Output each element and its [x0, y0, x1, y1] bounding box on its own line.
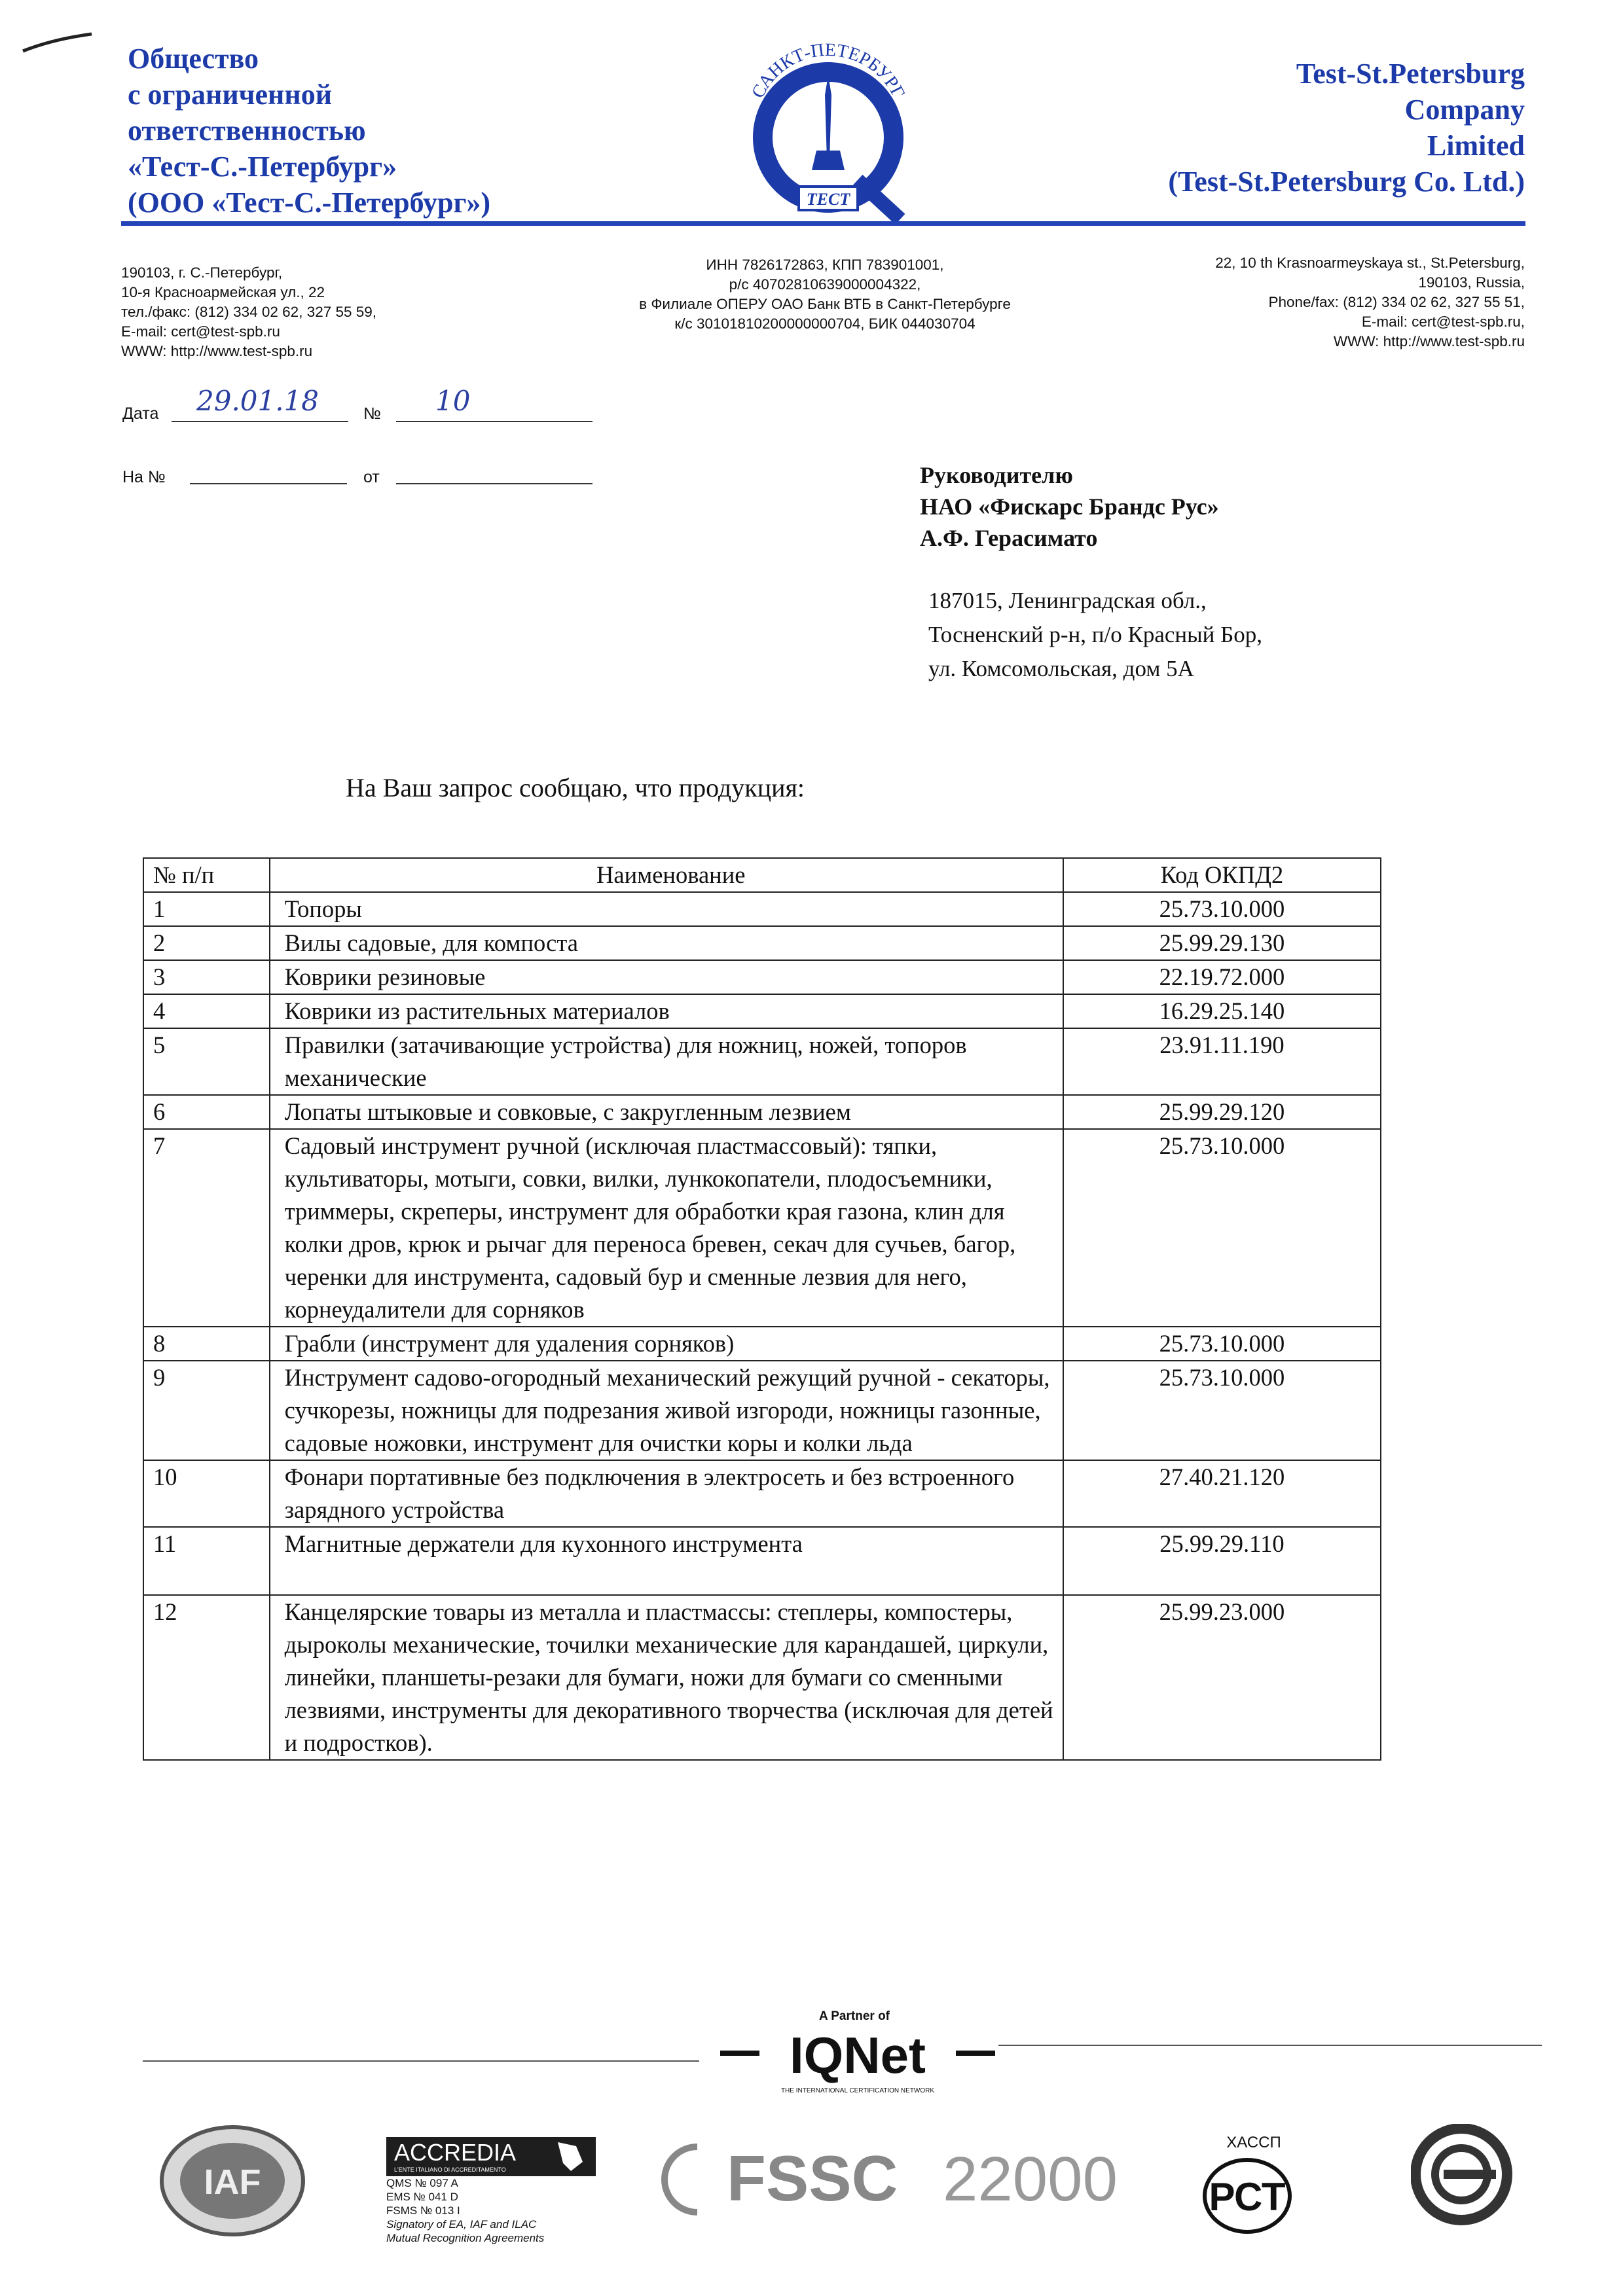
date-label: Дата [122, 404, 159, 423]
org-name-en [1132, 56, 1525, 200]
table-row [143, 926, 1381, 960]
org-ru-line: (ООО «Тест-С.-Петербург») [128, 187, 491, 219]
address-ru [121, 263, 514, 361]
table-row [143, 1327, 1381, 1361]
emblem-top-text: САНКТ-ПЕТЕРБУРГ [748, 39, 909, 102]
haccp-logo [1195, 2130, 1313, 2238]
row-code: 25.73.10.000 [1063, 1361, 1381, 1460]
address-line: E-mail: cert@test-spb.ru, [1361, 314, 1525, 330]
bank-line: р/с 40702810639000004322, [729, 276, 921, 293]
row-name: Инструмент садово-огородный механический режущий ручной - секаторы, сучкорезы, ножницы для подрезания живой изгороди, ножницы газонные, садовые ножовки, инструмент для очистки коры и колки льда [270, 1361, 1063, 1460]
bank-line: ИНН 7826172863, КПП 783901001, [706, 257, 944, 273]
iqnet-text: IQNet [789, 2026, 926, 2084]
row-code: 25.73.10.000 [1063, 1129, 1381, 1327]
header-rule [121, 221, 1525, 226]
iqnet-subtext: THE INTERNATIONAL CERTIFICATION NETWORK [780, 2087, 935, 2094]
org-en-line: Test-St.Petersburg [1296, 58, 1525, 90]
row-code: 25.99.29.110 [1063, 1527, 1381, 1595]
address-line: тел./факс: (812) 334 02 62, 327 55 59, [121, 304, 377, 320]
recipient-address-line: 187015, Ленинградская обл., [928, 588, 1207, 613]
table-row [143, 1595, 1381, 1760]
iaf-text: IAF [204, 2162, 261, 2202]
pen-mark [20, 26, 98, 59]
recipient-line: НАО «Фискарс Брандс Рус» [920, 493, 1219, 520]
address-line: 22, 10 th Krasnoarmeyskaya st., St.Petersburg, [1215, 255, 1525, 271]
row-code: 25.73.10.000 [1063, 1327, 1381, 1361]
address-line: WWW: http://www.test-spb.ru [1333, 333, 1525, 350]
recipient-line: Руководителю [920, 462, 1073, 488]
row-code: 25.73.10.000 [1063, 892, 1381, 926]
address-line: E-mail: cert@test-spb.ru [121, 323, 280, 340]
row-number: 7 [143, 1129, 270, 1327]
org-en-line: Limited [1427, 130, 1525, 162]
iaf-logo [159, 2124, 306, 2238]
org-en-line: (Test-St.Petersburg Co. Ltd.) [1168, 166, 1525, 198]
row-name: Лопаты штыковые и совковые, с закругленным лезвием [270, 1095, 1063, 1129]
row-number: 12 [143, 1595, 270, 1760]
date-underline [172, 421, 348, 422]
ref-underline [190, 483, 347, 484]
row-number: 8 [143, 1327, 270, 1361]
fssc-logo [661, 2140, 1139, 2219]
row-number: 11 [143, 1527, 270, 1595]
recipient-address-line: ул. Комсомольская, дом 5А [928, 656, 1194, 681]
row-code: 25.99.29.130 [1063, 926, 1381, 960]
table-row [143, 994, 1381, 1028]
accredia-note: Mutual Recognition Agreements [386, 2232, 545, 2244]
row-code: 25.99.23.000 [1063, 1595, 1381, 1760]
haccp-text: ХАССП [1226, 2134, 1281, 2151]
iqnet-logo [720, 2026, 995, 2101]
row-name: Вилы садовые, для компоста [270, 926, 1063, 960]
haccp-logo-text: РСТ [1209, 2175, 1286, 2219]
number-value: 10 [435, 385, 471, 417]
table-row [143, 960, 1381, 994]
org-ru-line: с ограниченной [128, 79, 333, 111]
row-name: Канцелярские товары из металла и пластмассы: степлеры, компостеры, дыроколы механические, точилки механические для карандашей, циркули, линейки, планшеты-резаки для бумаги, ножи для бумаги со сменными лезвиями, инструменты для декоративного творчества (исключая для детей и подростков). [270, 1595, 1063, 1760]
row-code: 27.40.21.120 [1063, 1460, 1381, 1527]
row-name: Магнитные держатели для кухонного инструмента [270, 1527, 1063, 1595]
row-number: 3 [143, 960, 270, 994]
table-row [143, 892, 1381, 926]
address-en [1132, 253, 1525, 351]
emblem-bottom-text: ТЕСТ [806, 190, 850, 209]
recipient-address [928, 584, 1518, 686]
accredia-notes [386, 2176, 583, 2245]
address-line: WWW: http://www.test-spb.ru [121, 343, 313, 359]
table-row [143, 1361, 1381, 1460]
row-name: Грабли (инструмент для удаления сорняков) [270, 1327, 1063, 1361]
bank-details [563, 255, 1087, 334]
row-name: Коврики резиновые [270, 960, 1063, 994]
row-number: 10 [143, 1460, 270, 1527]
footer-divider-right [998, 2045, 1542, 2046]
date-value: 29.01.18 [196, 385, 319, 417]
recipient-address-line: Тосненский р-н, п/о Красный Бор, [928, 622, 1262, 647]
table-row [143, 1527, 1381, 1595]
table-header-row [143, 858, 1381, 892]
company-emblem [730, 29, 926, 226]
org-ru-line: «Тест-С.-Петербург» [128, 151, 397, 183]
products-table [143, 857, 1381, 1761]
address-line: 10-я Красноармейская ул., 22 [121, 284, 325, 300]
accredia-subtext: L'ENTE ITALIANO DI ACCREDITAMENTO [394, 2166, 506, 2173]
intro-text: На Ваш запрос сообщаю, что продукция: [346, 773, 805, 802]
row-number: 9 [143, 1361, 270, 1460]
table-row [143, 1460, 1381, 1527]
address-line: 190103, г. С.-Петербург, [121, 264, 283, 281]
accredia-logo [386, 2137, 596, 2176]
certification-emblem [1411, 2124, 1512, 2225]
row-name: Правилки (затачивающие устройства) для ножниц, ножей, топоров механические [270, 1028, 1063, 1095]
number-label: № [363, 404, 381, 423]
table-row [143, 1028, 1381, 1095]
row-name: Топоры [270, 892, 1063, 926]
row-number: 1 [143, 892, 270, 926]
number-underline [396, 421, 593, 422]
row-name: Коврики из растительных материалов [270, 994, 1063, 1028]
recipient [920, 459, 1509, 554]
row-code: 23.91.11.190 [1063, 1028, 1381, 1095]
row-code: 16.29.25.140 [1063, 994, 1381, 1028]
org-name-ru [128, 41, 625, 221]
header-name: Наименование [270, 858, 1063, 892]
row-name: Фонари портативные без подключения в электросеть и без встроенного зарядного устройства [270, 1460, 1063, 1527]
accredia-text: ACCREDIA [394, 2139, 517, 2166]
table-row [143, 1095, 1381, 1129]
fssc-text: FSSC [727, 2142, 898, 2214]
row-number: 2 [143, 926, 270, 960]
recipient-line: А.Ф. Герасимато [920, 525, 1098, 551]
row-number: 5 [143, 1028, 270, 1095]
from-label: от [363, 468, 380, 486]
bank-line: к/с 30101810200000000704, БИК 044030704 [674, 315, 976, 332]
accredia-note: FSMS № 013 I [386, 2204, 460, 2217]
row-number: 4 [143, 994, 270, 1028]
row-name: Садовый инструмент ручной (исключая пластмассовый): тяпки, культиваторы, мотыги, совки, вилки, лункокопатели, плодосъемники, триммеры, скреперы, инструмент для обработки края газона, клин для колки дров, крюк и рычаг для переноса бревен, секач для сучьев, багор, черенки для инструмента, садовый бур и сменные лезвия для него, корнеудалители для сорняков [270, 1129, 1063, 1327]
org-ru-line: ответственностью [128, 115, 366, 147]
from-underline [396, 483, 593, 484]
header-number: № п/п [143, 858, 270, 892]
accredia-note: Signatory of EA, IAF and ILAC [386, 2218, 537, 2231]
org-en-line: Company [1404, 94, 1525, 126]
partner-text: A Partner of [818, 2009, 890, 2023]
org-ru-line: Общество [128, 43, 259, 75]
table-row [143, 1129, 1381, 1327]
ref-label: На № [122, 468, 166, 486]
footer-divider-left [143, 2060, 699, 2062]
row-code: 25.99.29.120 [1063, 1095, 1381, 1129]
header-code: Код ОКПД2 [1063, 858, 1381, 892]
accredia-note: QMS № 097 A [386, 2177, 458, 2189]
bank-line: в Филиале ОПЕРУ ОАО Банк ВТБ в Санкт-Петербурге [639, 296, 1011, 312]
row-code: 22.19.72.000 [1063, 960, 1381, 994]
fssc-number: 22000 [943, 2144, 1118, 2214]
address-line: 190103, Russia, [1418, 274, 1525, 291]
accredia-note: EMS № 041 D [386, 2191, 458, 2203]
address-line: Phone/fax: (812) 334 02 62, 327 55 51, [1268, 294, 1525, 310]
row-number: 6 [143, 1095, 270, 1129]
